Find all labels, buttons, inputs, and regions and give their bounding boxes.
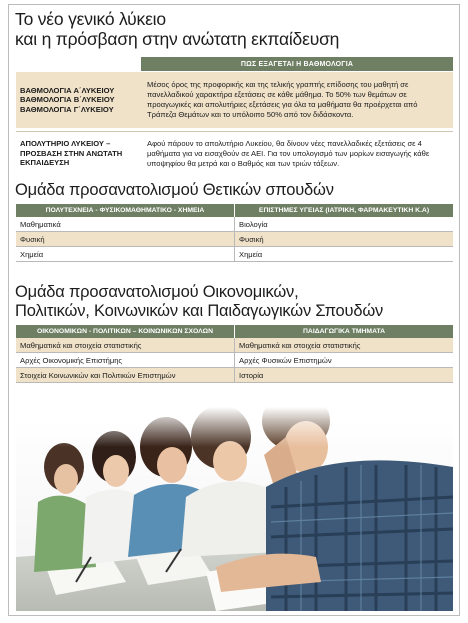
article-frame	[8, 4, 460, 616]
table-cell: Ιστορία	[234, 368, 453, 382]
table-cell: Αρχές Οικονομικής Επιστήμης	[20, 355, 123, 365]
table-cell: Χημεία	[20, 249, 44, 259]
title-line-1: Το νέο γενικό λύκειο	[15, 9, 166, 29]
social-group-title	[15, 283, 455, 321]
label-line: ΠΡΟΣΒΑΣΗ ΣΤΗΝ ΑΝΩΤΑΤΗ	[20, 148, 123, 158]
label-line: ΒΑΘΜΟΛΟΓΙΑ Β΄ΛΥΚΕΙΟΥ	[20, 95, 115, 105]
table-row	[16, 217, 453, 232]
column-header: ΕΠΙΣΤΗΜΕΣ ΥΓΕΙΑΣ (ΙΑΤΡΙΚΗ, ΦΑΡΜΑΚΕΥΤΙΚΗ Κ.Α)	[234, 204, 453, 217]
grading-table-header	[16, 57, 453, 71]
column-header: ΠΟΛΥΤΕΧΝΕΙΑ - ΦΥΣΙΚΟΜΑΘΗΜΑΤΙΚΟ - ΧΗΜΕΙΑ	[45, 207, 205, 214]
table-cell: Φυσική	[20, 234, 45, 244]
social-title-line-2: Πολιτικών, Κοινωνικών και Παιδαγωγικών Σπουδών	[15, 302, 384, 320]
social-title-line-1: Ομάδα προσανατολισμού Οικονομικών,	[15, 283, 299, 301]
science-group-table	[16, 204, 453, 262]
table-cell: Μαθηματικά	[20, 219, 61, 229]
label-line: ΕΚΠΑΙΔΕΥΣΗ	[20, 158, 70, 168]
table-row	[16, 247, 453, 262]
title-line-2: και η πρόσβαση στην ανώτατη εκπαίδευση	[15, 29, 340, 49]
table-cell: Αρχές Φυσικών Επιστημών	[234, 353, 453, 367]
label-line: ΑΠΟΛΥΤΗΡΙΟ ΛΥΚΕΙΟΥ –	[20, 139, 111, 149]
article-title	[15, 9, 455, 49]
table-header-row	[16, 325, 453, 338]
table-row	[16, 232, 453, 247]
grading-row-label	[16, 72, 141, 128]
table-header-row	[16, 204, 453, 217]
grading-column-header: ΠΩΣ ΕΞΑΓΕΤΑΙ Η ΒΑΘΜΟΛΟΓΙΑ	[141, 57, 453, 71]
grading-row-text: Αφού πάρουν το απολυτήριο Λυκείου, θα δίνουν νέες πανελλαδικές εξετάσεις σε 4 μαθήματα για να εισαχθούν σε ΑΕΙ. Για τον υπολογισμό των μορίων εισαγωγής κάθε υποψηφίου θα μετρά και ο Βαθμός και των τριών τάξεων.	[141, 131, 453, 175]
table-cell: Χημεία	[234, 247, 453, 261]
table-row	[16, 353, 453, 368]
table-cell: Μαθηματικά και στοιχεία στατιστικής	[20, 340, 142, 350]
grading-row-diploma	[16, 131, 453, 175]
social-group-table	[16, 325, 453, 383]
column-header: ΠΑΙΔΑΓΩΓΙΚΑ ΤΜΗΜΑΤΑ	[234, 325, 453, 338]
table-row	[16, 368, 453, 383]
label-line: ΒΑΘΜΟΛΟΓΙΑ Γ΄ΛΥΚΕΙΟΥ	[20, 104, 114, 114]
students-exam-photo	[16, 407, 453, 611]
grading-row-label	[16, 131, 141, 175]
label-line: ΒΑΘΜΟΛΟΓΙΑ Α΄ΛΥΚΕΙΟΥ	[20, 85, 115, 95]
table-cell: Μαθηματικά και στοιχεία στατιστικής	[234, 338, 453, 352]
table-row	[16, 338, 453, 353]
table-cell: Στοιχεία Κοινωνικών και Πολιτικών Επιστημών	[20, 370, 176, 380]
column-header: ΟΙΚΟΝΟΜΙΚΩΝ - ΠΟΛΙΤΙΚΩΝ – ΚΟΙΝΩΝΙΚΩΝ ΣΧΟΛΩΝ	[36, 328, 214, 335]
grading-row-class-grades	[16, 72, 453, 128]
science-group-title: Ομάδα προσανατολισμού Θετικών σπουδών	[15, 181, 334, 199]
table-cell: Βιολογία	[234, 217, 453, 231]
table-cell: Φυσική	[234, 232, 453, 246]
grading-row-text: Μέσος όρος της προφορικής και της τελικής γραπτής επίδοσης του μαθητή σε πανελλαδικού χαρακτήρα εξετάσεις σε κάθε μάθημα. Το 50% των θεμάτων σε προαγωγικές και απολυτήριες εξετάσεις για όλα τα μαθήματα θα προέρχεται από Τράπεζα Θεμάτων και το υπόλοιπο 50% από τον διδάσκοντα.	[141, 72, 453, 128]
